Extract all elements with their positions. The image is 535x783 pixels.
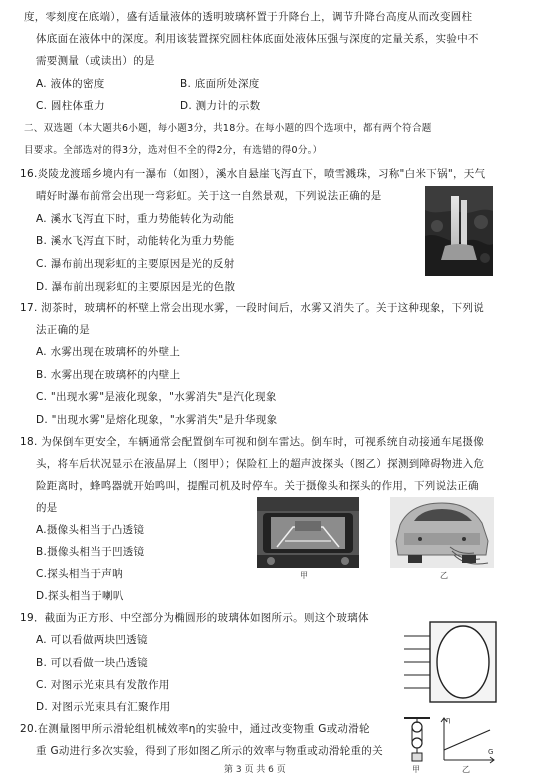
pulley-diagram (402, 716, 432, 764)
q20-stem: 20.在测量图甲所示滑轮组机械效率η的实验中，通过改变物重 G或动滑轮 (20, 723, 370, 735)
fig20-caption-b: 乙 (462, 765, 470, 774)
q16-option-d: D. 瀑布前出现彩虹的主要原因是光的色散 (36, 281, 236, 293)
q20-stem-cont: 重 G动进行多次实验，得到了形如图乙所示的效率与物重或动滑轮重的关 (36, 745, 383, 757)
q18-stem-cont-2: 险距离时，蜂鸣器就开始鸣叫，提醒司机及时停车。关于摄像头和探头的作用，下列说法正确 (36, 480, 479, 492)
q18-option-b: B.摄像头相当于凹透镜 (36, 546, 145, 558)
q18-option-c: C.探头相当于声呐 (36, 568, 123, 580)
q17-option-a: A. 水雾出现在玻璃杯的外壁上 (36, 346, 181, 358)
fig18-caption-a: 甲 (300, 571, 308, 580)
q19-stem: 19．截面为正方形、中空部分为椭圆形的玻璃体如图所示。则这个玻璃体 (20, 612, 369, 624)
fig18-caption-b: 乙 (440, 571, 448, 580)
q16-option-a: A. 溪水飞泻直下时，重力势能转化为动能 (36, 213, 235, 225)
q18-option-a: A.摄像头相当于凸透镜 (36, 524, 145, 536)
glass-lens-diagram (404, 620, 498, 704)
q17-option-d: D. "出现水雾"是熔化现象，"水雾消失"是升华现象 (36, 414, 278, 426)
option-15-b: B. 底面所处深度 (180, 78, 260, 90)
q19-option-d: D. 对图示光束具有汇聚作用 (36, 701, 171, 713)
reverse-camera-photo (257, 497, 359, 568)
q17-stem-cont: 法正确的是 (36, 324, 90, 336)
q17-option-c: C. "出现水雾"是液化现象，"水雾消失"是汽化现象 (36, 391, 277, 403)
q16-stem: 16.炎陵龙渡瑶乡境内有一瀑布（如图），溪水自悬崖飞泻直下，喷雪溅珠，习称"白米下锅"，天气 (20, 168, 486, 180)
q17-option-b: B. 水雾出现在玻璃杯的内壁上 (36, 369, 181, 381)
fig20-axis-g: G (488, 748, 494, 756)
fig20-caption-a: 甲 (412, 765, 420, 774)
page-footer: 第 3 页 共 6 页 (224, 765, 286, 775)
option-15-c: C. 圆柱体重力 (36, 100, 105, 112)
car-sensor-photo (390, 497, 494, 568)
q19-option-a: A. 可以看做两块凹透镜 (36, 634, 148, 646)
q18-stem-cont-1: 头，将车后状况显示在液晶屏上（图甲）；保险杠上的超声波探头（图乙）探测到障碍物进入危 (36, 458, 485, 470)
section-heading-cont: 目要求。全部选对的得3分，选对但不全的得2分，有选错的得0分。） (24, 145, 323, 156)
text-line-3: 需要测量（或读出）的是 (36, 55, 155, 67)
option-15-a: A. 液体的密度 (36, 78, 105, 90)
q17-stem: 17. 沏茶时，玻璃杯的杯壁上常会出现水雾，一段时间后，水雾又消失了。关于这种现象，下列说 (20, 302, 485, 314)
q16-option-c: C. 瀑布前出现彩虹的主要原因是光的反射 (36, 258, 235, 270)
q16-stem-cont: 晴好时瀑布前常会出现一弯彩虹。关于这一自然景观，下列说法正确的是 (36, 190, 382, 202)
q19-option-c: C. 对图示光束具有发散作用 (36, 679, 170, 691)
fig20-axis-eta: η (446, 716, 451, 724)
text-line-2: 体底面在液体中的深度。利用该装置探究圆柱体底面处液体压强与深度的定量关系，实验中不 (36, 33, 479, 45)
q19-option-b: B. 可以看做一块凸透镜 (36, 657, 148, 669)
q18-stem-cont-3: 的是 (36, 502, 58, 514)
waterfall-photo (425, 186, 493, 276)
q18-stem: 18. 为保倒车更安全，车辆通常会配置倒车可视和倒车雷达。倒车时，可视系统自动接通车尾摄像 (20, 436, 485, 448)
section-heading: 二、双选题（本大题共6小题，每小题3分，共18分。在每小题的四个选项中，都有两个符合题 (24, 123, 432, 134)
text-line-1: 度，零刻度在底端），盛有适量液体的透明玻璃杯置于升降台上，调节升降台高度从而改变圆柱 (24, 11, 473, 23)
option-15-d: D. 测力计的示数 (180, 100, 261, 112)
q18-option-d: D.探头相当于喇叭 (36, 590, 124, 602)
q16-option-b: B. 溪水飞泻直下时，动能转化为重力势能 (36, 235, 235, 247)
